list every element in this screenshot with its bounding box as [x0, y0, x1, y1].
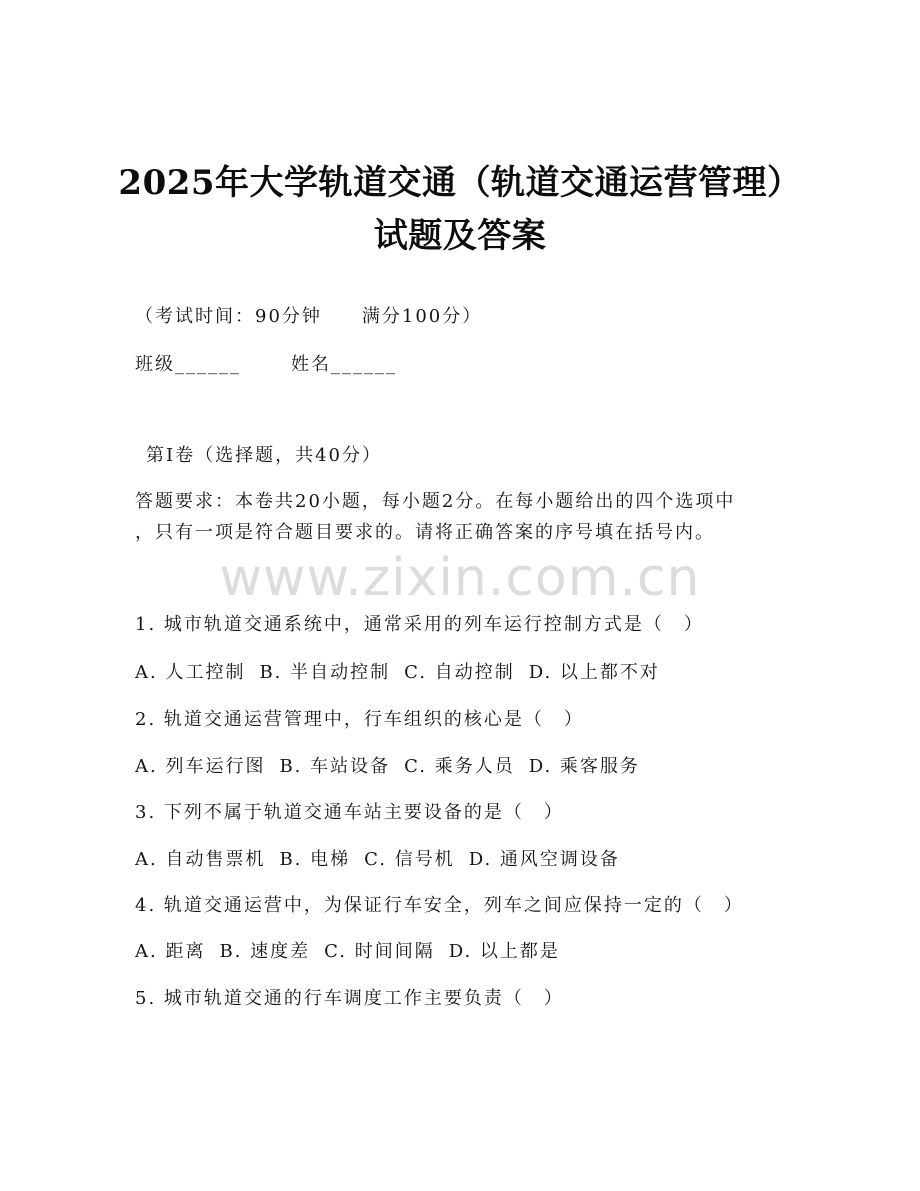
question-2-option-d: D. 乘客服务	[528, 756, 640, 777]
question-4-options	[135, 937, 574, 963]
watermark: www.zixin.com.cn	[219, 548, 701, 608]
document-title-line-1: 2025年大学轨道交通（轨道交通运营管理）	[118, 163, 802, 203]
question-2-stem: 2. 轨道交通运营管理中，行车组织的核心是（ ）	[135, 709, 584, 730]
question-4-stem: 4. 轨道交通运营中，为保证行车安全，列车之间应保持一定的（ ）	[135, 895, 744, 916]
exam-score: 满分100分）	[361, 306, 483, 327]
exam-time: （考试时间：90分钟	[135, 306, 322, 327]
question-1-stem: 1. 城市轨道交通系统中，通常采用的列车运行控制方式是（ ）	[135, 614, 704, 635]
document-title-line-2: 试题及答案	[373, 216, 547, 256]
question-3-options	[135, 845, 634, 871]
question-3-option-c: C. 信号机	[364, 849, 455, 870]
question-4-option-d: D. 以上都是	[448, 941, 560, 962]
question-1-option-c: C. 自动控制	[404, 662, 515, 683]
question-1-options	[135, 658, 674, 684]
question-2-option-b: B. 车站设备	[279, 756, 391, 777]
question-3-option-b: B. 电梯	[279, 849, 351, 870]
question-3-option-d: D. 通风空调设备	[468, 849, 620, 870]
student-info	[135, 350, 397, 376]
question-3-stem: 3. 下列不属于轨道交通车站主要设备的是（ ）	[135, 802, 564, 823]
name-field: 姓名______	[291, 354, 397, 375]
section-header: 第I卷（选择题，共40分）	[146, 445, 383, 466]
question-5-stem: 5. 城市轨道交通的行车调度工作主要负责（ ）	[135, 988, 564, 1009]
answer-requirement-line-2: ，只有一项是符合题目要求的。请将正确答案的序号填在括号内。	[135, 522, 715, 543]
answer-requirement-line-1: 答题要求：本卷共20小题，每小题2分。在每小题给出的四个选项中	[135, 491, 736, 512]
question-2-option-c: C. 乘务人员	[404, 756, 515, 777]
question-1-option-d: D. 以上都不对	[528, 662, 660, 683]
exam-info	[135, 302, 482, 328]
question-1-option-a: A. 人工控制	[135, 662, 246, 683]
question-2-options	[135, 752, 654, 778]
question-3-option-a: A. 自动售票机	[135, 849, 266, 870]
question-1-option-b: B. 半自动控制	[259, 662, 391, 683]
question-4-option-b: B. 速度差	[219, 941, 311, 962]
question-2-option-a: A. 列车运行图	[135, 756, 266, 777]
class-field: 班级______	[135, 354, 241, 375]
question-4-option-a: A. 距离	[135, 941, 206, 962]
question-4-option-c: C. 时间间隔	[324, 941, 435, 962]
